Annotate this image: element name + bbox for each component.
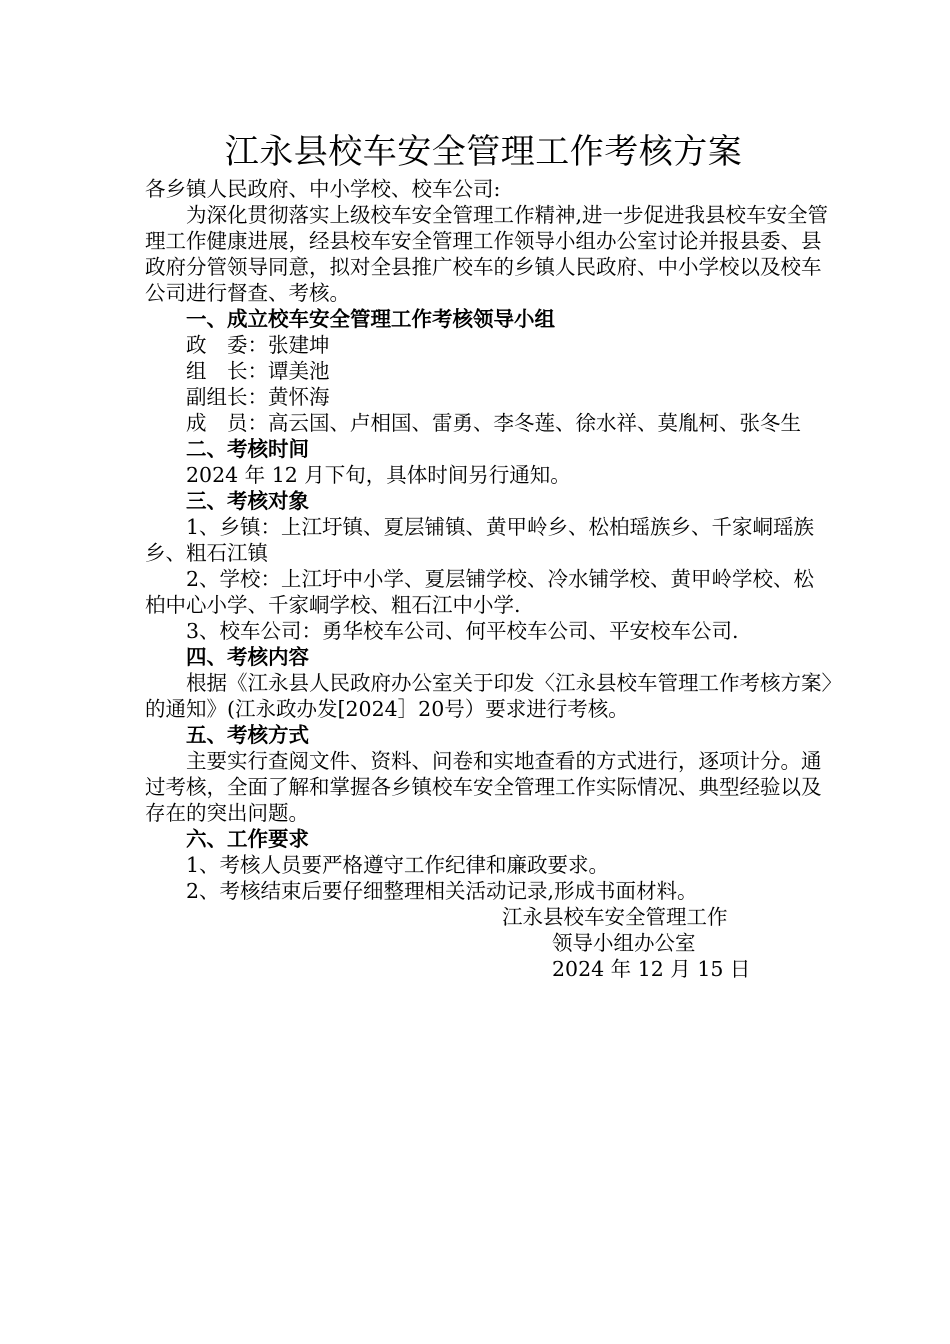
target-schools: 2、学校：上江圩中小学、夏层铺学校、冷水铺学校、黄甲岭学校、松柏中心小学、千家峒学校、粗石江中小学. [145,567,815,617]
salutation: 各乡镇人民政府、中小学校、校车公司: [145,177,501,201]
assessment-method: 主要实行查阅文件、资料、问卷和实地查看的方式进行，逐项计分。通过考核，全面了解和掌握各乡镇校车安全管理工作实际情况、典型经验以及存在的突出问题。 [145,749,822,825]
leader-political: 政 委：张建坤 [186,333,330,357]
assessment-content: 根据《江永县人民政府办公室关于印发〈江永县校车管理工作考核方案〉的通知》(江永政办发[2024］20号）要求进行考核。 [145,671,832,721]
signature-date: 2024 年 12 月 15 日 [552,957,751,981]
document-title: 江永县校车安全管理工作考核方案 [224,132,743,172]
section-heading-3: 三、考核对象 [186,489,309,513]
section-heading-5: 五、考核方式 [186,723,309,747]
leader-deputy: 副组长：黄怀海 [186,385,330,409]
signature-org-line2: 领导小组办公室 [552,931,696,955]
leader-head: 组 长：谭美池 [186,359,330,383]
intro-paragraph: 为深化贯彻落实上级校车安全管理工作精神,进一步促进我县校车安全管理工作健康进展，经县校车安全管理工作领导小组办公室讨论并报县委、县政府分管领导同意，拟对全县推广校车的乡镇人民政府、中小学校以及校车公司进行督查、考核。 [145,203,829,305]
section-heading-6: 六、工作要求 [186,827,309,851]
section-heading-4: 四、考核内容 [186,645,309,669]
section-heading-2: 二、考核时间 [186,437,309,461]
assessment-time: 2024 年 12 月下旬，具体时间另行通知。 [186,463,571,487]
section-heading-1: 一、成立校车安全管理工作考核领导小组 [186,307,555,331]
leader-members: 成 员：高云国、卢相国、雷勇、李冬莲、徐水祥、莫胤柯、张冬生 [186,411,801,435]
target-bus-companies: 3、校车公司：勇华校车公司、何平校车公司、平安校车公司. [186,619,739,643]
requirement-2: 2、考核结束后要仔细整理相关活动记录,形成书面材料。 [186,879,698,903]
target-towns: 1、乡镇：上江圩镇、夏层铺镇、黄甲岭乡、松柏瑶族乡、千家峒瑶族乡、粗石江镇 [145,515,815,565]
signature-org-line1: 江永县校车安全管理工作 [502,905,728,929]
requirement-1: 1、考核人员要严格遵守工作纪律和廉政要求。 [186,853,610,877]
